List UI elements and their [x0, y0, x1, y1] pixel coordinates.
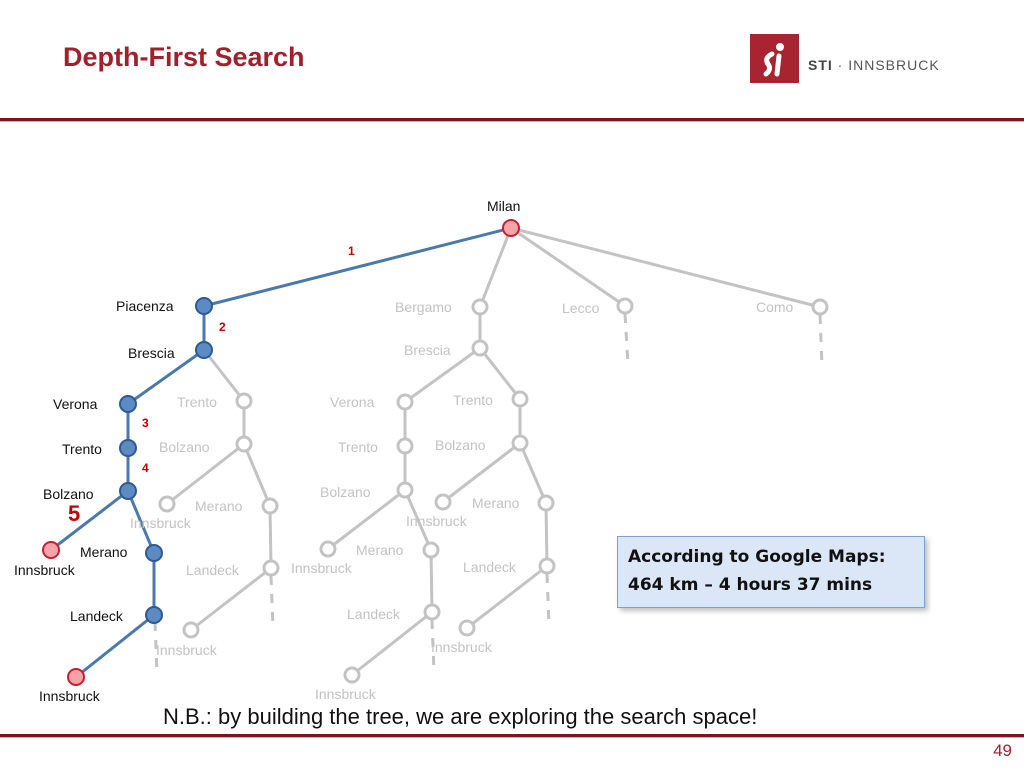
label-piacenza: Piacenza — [116, 298, 174, 314]
label-merano: Merano — [472, 495, 520, 511]
slide-title: Depth-First Search — [63, 42, 305, 72]
node-root — [503, 220, 519, 236]
callout-line-1: According to Google Maps: — [628, 547, 886, 567]
label-lecco: Lecco — [562, 300, 600, 316]
node — [321, 542, 335, 556]
label-milan: Milan — [487, 198, 521, 214]
footer-rule-shadow — [0, 737, 1024, 738]
edge — [546, 503, 547, 566]
node — [424, 543, 438, 557]
edge — [431, 550, 432, 612]
node — [813, 300, 827, 314]
edge — [480, 228, 511, 307]
node — [473, 300, 487, 314]
step-number: 1 — [348, 244, 355, 258]
label-brescia: Brescia — [128, 345, 175, 361]
node — [460, 621, 474, 635]
node — [184, 623, 198, 637]
label-innsbruck-goal: Innsbruck — [39, 688, 100, 704]
label-innsbruck: Innsbruck — [291, 560, 352, 576]
label-innsbruck: Innsbruck — [406, 513, 467, 529]
edge — [467, 566, 547, 628]
label-trento: Trento — [177, 394, 217, 410]
edge-active — [76, 615, 154, 677]
label-merano: Merano — [80, 544, 128, 560]
node — [513, 392, 527, 406]
node-active — [120, 440, 136, 456]
callout-line-2: 464 km – 4 hours 37 mins — [628, 575, 873, 595]
edge — [520, 443, 546, 503]
label-como: Como — [756, 299, 794, 315]
label-landeck: Landeck — [463, 559, 516, 575]
edge — [270, 506, 271, 568]
node — [513, 436, 527, 450]
node — [398, 395, 412, 409]
logo-name: INNSBRUCK — [848, 57, 940, 73]
label-innsbruck: Innsbruck — [156, 642, 217, 658]
node — [425, 605, 439, 619]
label-verona: Verona — [330, 394, 375, 410]
node — [237, 437, 251, 451]
edge — [511, 228, 625, 306]
step-number: 4 — [142, 461, 149, 475]
label-landeck: Landeck — [186, 562, 239, 578]
label-merano: Merano — [356, 542, 404, 558]
label-bolzano: Bolzano — [320, 484, 371, 500]
node — [540, 559, 554, 573]
edge-continuation — [820, 315, 822, 366]
label-innsbruck: Innsbruck — [315, 686, 376, 702]
node — [618, 299, 632, 313]
label-trento: Trento — [338, 439, 378, 455]
edge — [244, 444, 270, 506]
node — [264, 561, 278, 575]
node — [436, 495, 450, 509]
node-active — [120, 483, 136, 499]
node-revisited — [43, 542, 59, 558]
label-innsbruck: Innsbruck — [14, 562, 75, 578]
edge — [511, 228, 820, 307]
footnote: N.B.: by building the tree, we are exploring the search space! — [163, 704, 758, 729]
label-bolzano: Bolzano — [159, 439, 210, 455]
label-merano: Merano — [195, 498, 243, 514]
google-maps-callout — [617, 536, 925, 608]
page-number: 49 — [993, 741, 1012, 760]
edge-continuation — [625, 314, 628, 364]
node-goal — [68, 669, 84, 685]
node — [263, 499, 277, 513]
logo-separator: · — [837, 57, 844, 73]
label-landeck: Landeck — [347, 606, 400, 622]
label-landeck: Landeck — [70, 608, 123, 624]
edge-active — [204, 228, 511, 306]
label-brescia: Brescia — [404, 342, 451, 358]
node-active — [120, 396, 136, 412]
label-bolzano: Bolzano — [435, 437, 486, 453]
node-active — [146, 545, 162, 561]
logo-brand: STI — [808, 57, 833, 73]
label-trento: Trento — [453, 392, 493, 408]
label-verona: Verona — [53, 396, 98, 412]
step-number: 2 — [219, 320, 226, 334]
node — [398, 483, 412, 497]
node — [473, 341, 487, 355]
edge-continuation — [547, 574, 549, 626]
node-active — [196, 298, 212, 314]
label-innsbruck: Innsbruck — [130, 515, 191, 531]
step-number-current: 5 — [68, 501, 81, 526]
node — [539, 496, 553, 510]
node-active — [196, 342, 212, 358]
label-bergamo: Bergamo — [395, 299, 452, 315]
node — [345, 668, 359, 682]
node — [398, 439, 412, 453]
edge-continuation — [271, 576, 273, 628]
label-innsbruck: Innsbruck — [431, 639, 492, 655]
label-trento: Trento — [62, 441, 102, 457]
node — [237, 394, 251, 408]
step-number: 3 — [142, 416, 149, 430]
label-bolzano: Bolzano — [43, 486, 94, 502]
node — [160, 497, 174, 511]
node-active — [146, 607, 162, 623]
